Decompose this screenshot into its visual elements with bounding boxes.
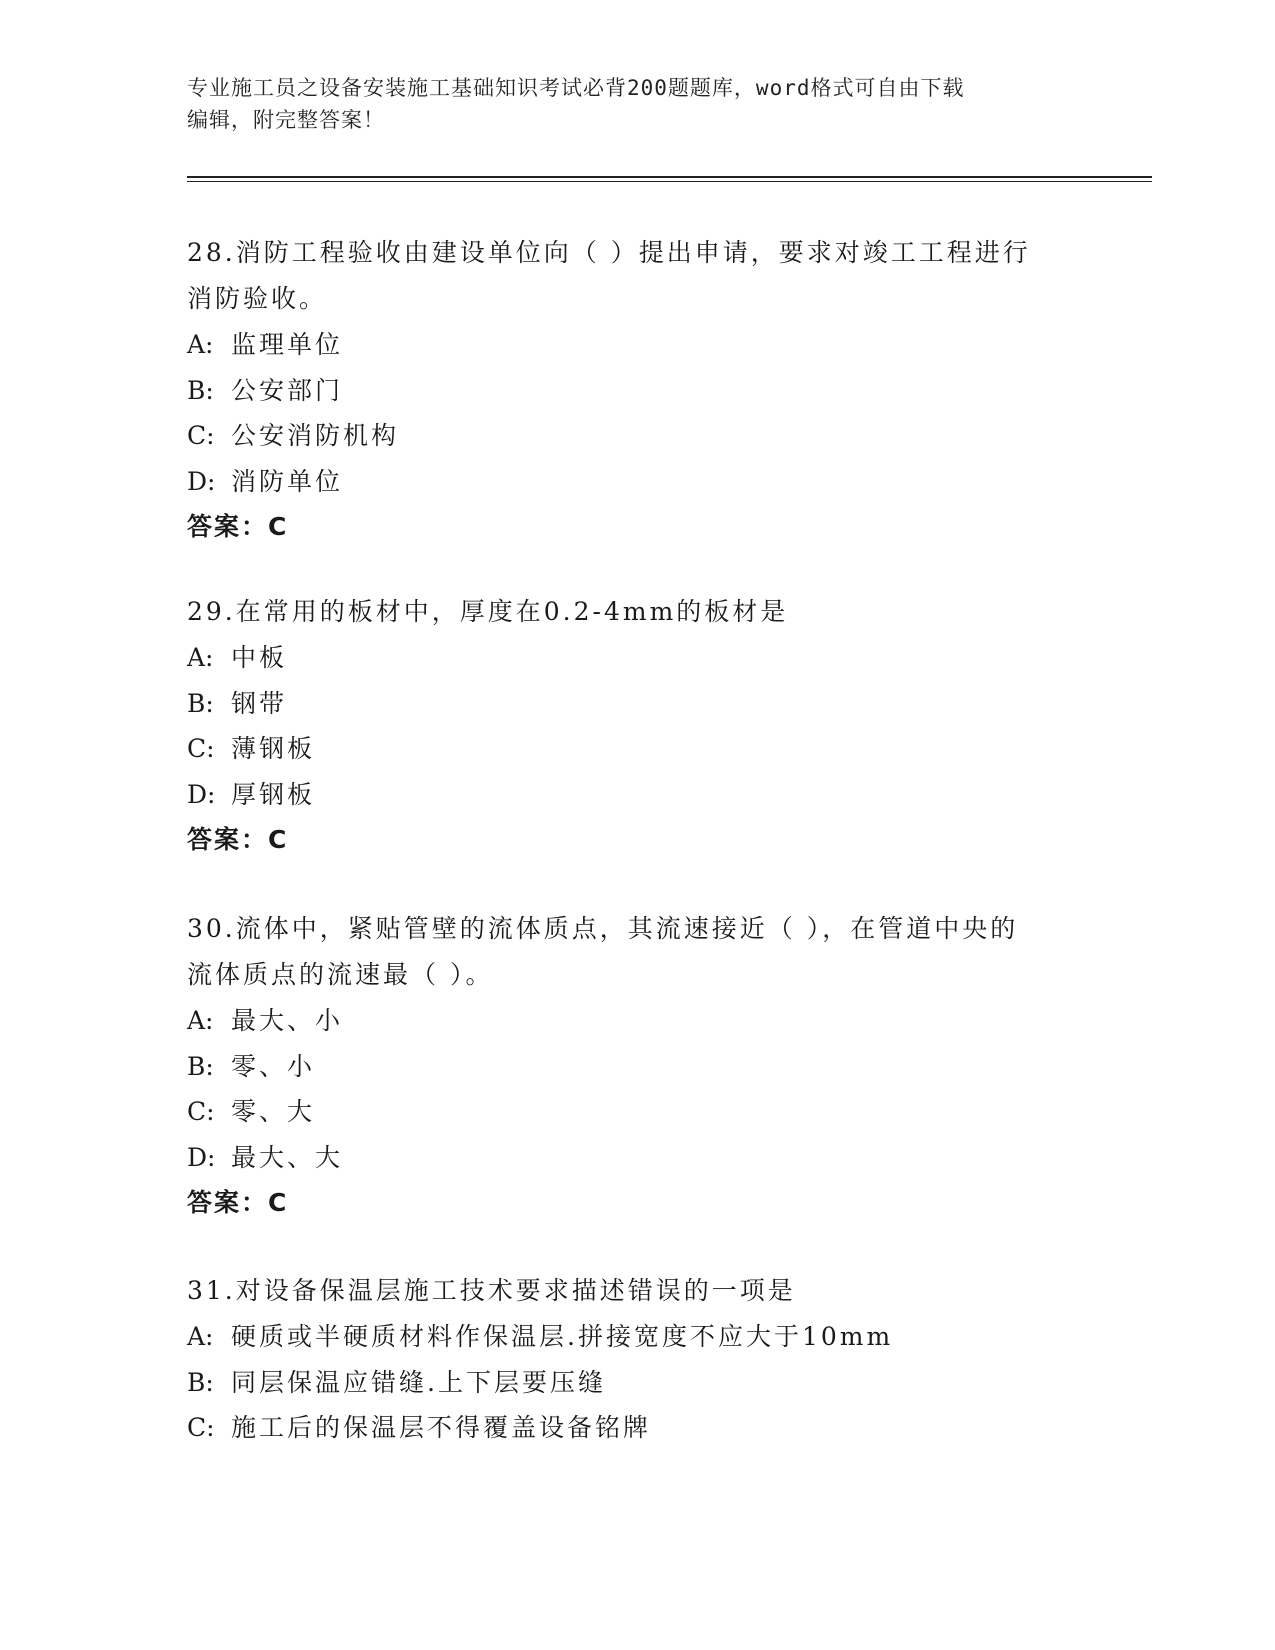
option-label: B: bbox=[187, 1367, 214, 1397]
question-text-line-1: 31.对设备保温层施工技术要求描述错误的一项是 bbox=[187, 1276, 796, 1305]
option-b bbox=[187, 681, 1067, 727]
option-label: C: bbox=[187, 421, 215, 450]
option-text: 最大、大 bbox=[231, 1142, 344, 1172]
question-28 bbox=[187, 230, 1067, 550]
option-a bbox=[187, 1314, 1067, 1360]
option-text: 中板 bbox=[231, 643, 288, 672]
option-label: A: bbox=[187, 330, 214, 359]
option-text: 同层保温应错缝.上下层要压缝 bbox=[231, 1367, 606, 1397]
question-30 bbox=[187, 906, 1067, 1226]
header-divider-thick bbox=[187, 176, 1152, 178]
option-label: D: bbox=[187, 779, 216, 809]
question-text-line-2: 流体质点的流速最（ ）。 bbox=[187, 960, 494, 989]
option-label: A: bbox=[187, 1006, 214, 1035]
option-text: 硬质或半硬质材料作保温层.拼接宽度不应大于10mm bbox=[231, 1322, 894, 1351]
option-a bbox=[187, 322, 1067, 368]
option-text: 施工后的保温层不得覆盖设备铭牌 bbox=[231, 1413, 652, 1442]
option-label: D: bbox=[187, 1142, 216, 1172]
header-line-2: 编辑，附完整答案！ bbox=[187, 108, 385, 132]
option-c bbox=[187, 413, 1067, 459]
question-29 bbox=[187, 589, 1067, 863]
option-label: B: bbox=[187, 1051, 214, 1081]
answer: 答案：C bbox=[187, 1188, 289, 1217]
option-c bbox=[187, 1405, 1067, 1451]
option-text: 公安部门 bbox=[231, 375, 344, 405]
option-label: C: bbox=[187, 1097, 215, 1126]
option-label: C: bbox=[187, 1413, 215, 1442]
question-text-line-1: 28.消防工程验收由建设单位向（ ）提出申请，要求对竣工工程进行 bbox=[187, 238, 1031, 267]
option-text: 零、大 bbox=[231, 1097, 316, 1126]
option-text: 钢带 bbox=[231, 688, 288, 718]
option-b bbox=[187, 1044, 1067, 1090]
option-text: 公安消防机构 bbox=[231, 421, 400, 450]
option-text: 监理单位 bbox=[231, 330, 344, 359]
option-text: 最大、小 bbox=[231, 1006, 344, 1035]
option-label: A: bbox=[187, 643, 214, 672]
option-label: A: bbox=[187, 1322, 214, 1351]
option-a bbox=[187, 635, 1067, 681]
option-text: 消防单位 bbox=[231, 466, 344, 496]
option-label: C: bbox=[187, 734, 215, 763]
document-header bbox=[187, 72, 1087, 136]
option-a bbox=[187, 998, 1067, 1044]
question-text-line-1: 29.在常用的板材中，厚度在0.2-4mm的板材是 bbox=[187, 597, 789, 626]
option-c bbox=[187, 726, 1067, 772]
header-line-1: 专业施工员之设备安装施工基础知识考试必背200题题库，word格式可自由下载 bbox=[187, 76, 965, 100]
option-b bbox=[187, 368, 1067, 414]
option-d bbox=[187, 459, 1067, 505]
option-d bbox=[187, 772, 1067, 818]
option-label: D: bbox=[187, 466, 216, 496]
option-d bbox=[187, 1135, 1067, 1181]
option-c bbox=[187, 1089, 1067, 1135]
option-text: 零、小 bbox=[231, 1051, 316, 1081]
question-31 bbox=[187, 1268, 1067, 1451]
answer: 答案：C bbox=[187, 512, 289, 541]
option-text: 厚钢板 bbox=[231, 779, 316, 809]
answer: 答案：C bbox=[187, 825, 289, 854]
header-divider-thin bbox=[187, 181, 1152, 182]
option-label: B: bbox=[187, 375, 214, 405]
option-text: 薄钢板 bbox=[231, 734, 316, 763]
question-text-line-2: 消防验收。 bbox=[187, 284, 328, 313]
option-label: B: bbox=[187, 688, 214, 718]
question-text-line-1: 30.流体中，紧贴管壁的流体质点，其流速接近（ ），在管道中央的 bbox=[187, 914, 1019, 943]
option-b bbox=[187, 1360, 1067, 1406]
